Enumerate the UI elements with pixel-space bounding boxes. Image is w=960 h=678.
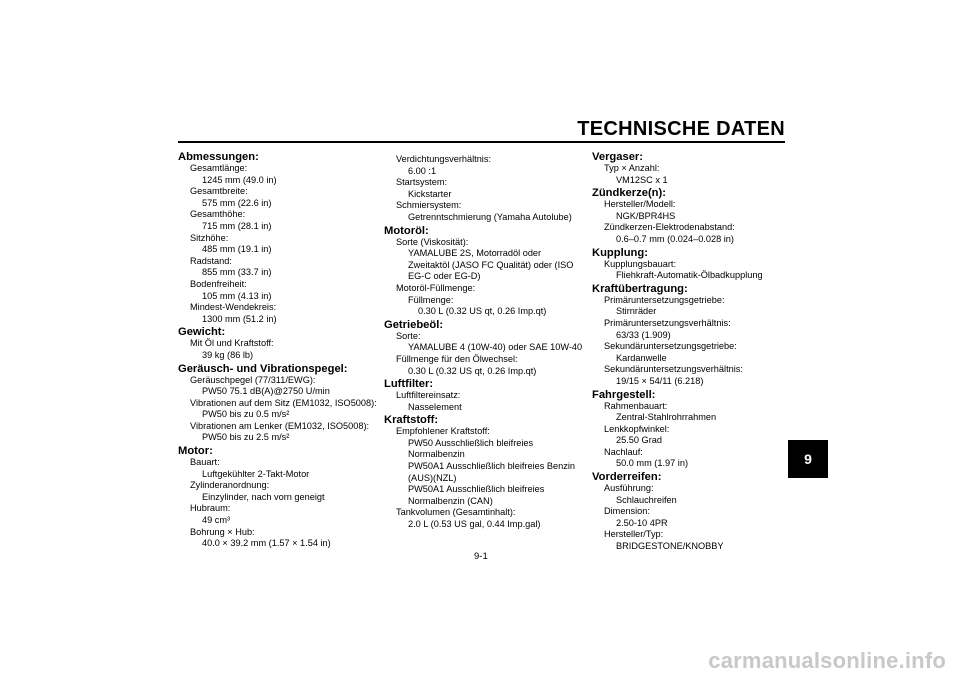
spec-item xyxy=(178,302,378,325)
spec-label: Motoröl-Füllmenge: xyxy=(396,282,476,293)
spec-value: VM12SC x 1 xyxy=(616,174,668,185)
spec-label: Gesamthöhe: xyxy=(190,209,246,220)
spec-value: Zentral-Stahlrohrrahmen xyxy=(616,412,717,423)
spec-value: EG-C oder EG-D) xyxy=(408,271,481,282)
section-heading: Getriebeöl: xyxy=(384,318,444,331)
spec-item xyxy=(178,480,378,503)
spec-label: Sorte (Viskosität): xyxy=(396,236,469,247)
spec-value: 1245 mm (49.0 in) xyxy=(202,174,277,185)
spec-label: Nachlauf: xyxy=(604,446,643,457)
spec-value: 19/15 × 54/11 (6.218) xyxy=(616,375,704,386)
spec-label: Rahmenbauart: xyxy=(604,400,668,411)
spec-value: YAMALUBE 4 (10W-40) oder SAE 10W-40 xyxy=(408,342,583,353)
spec-item xyxy=(384,426,584,507)
spec-value: Kardanwelle xyxy=(616,352,667,363)
spec-subvalue: 0.30 L (0.32 US qt, 0.26 Imp.qt) xyxy=(418,306,547,317)
spec-value: (AUS)(NZL) xyxy=(408,472,457,483)
spec-label: Sekundäruntersetzungsgetriebe: xyxy=(604,341,737,352)
spec-label: Sekundäruntersetzungsverhältnis: xyxy=(604,364,743,375)
spec-label: Gesamtlänge: xyxy=(190,163,248,173)
spec-value: PW50 bis zu 2.5 m/s² xyxy=(202,432,290,443)
spec-label: Lenkkopfwinkel: xyxy=(604,423,670,434)
spec-item xyxy=(178,338,378,361)
page-title: TECHNISCHE DATEN xyxy=(577,118,785,140)
spec-item xyxy=(384,331,584,354)
spec-item xyxy=(384,507,584,530)
spec-label: Tankvolumen (Gesamtinhalt): xyxy=(396,507,516,518)
spec-value: 49 cm³ xyxy=(202,515,231,526)
spec-item xyxy=(178,398,378,421)
spec-item xyxy=(178,233,378,256)
spec-item xyxy=(178,527,378,550)
spec-item xyxy=(178,163,378,186)
spec-item xyxy=(178,375,378,398)
spec-label: Verdichtungsverhältnis: xyxy=(396,154,491,164)
section-heading: Kraftübertragung: xyxy=(592,282,688,295)
spec-value: 50.0 mm (1.97 in) xyxy=(616,458,688,469)
spec-item xyxy=(178,503,378,526)
spec-item xyxy=(384,237,584,283)
spec-label: Gesamtbreite: xyxy=(190,186,248,197)
section-heading: Kupplung: xyxy=(592,246,648,259)
section-heading: Geräusch- und Vibrationspegel: xyxy=(178,362,348,375)
spec-value: 6.00 :1 xyxy=(408,165,437,176)
spec-value: Kickstarter xyxy=(408,188,452,199)
spec-value: Einzylinder, nach vorn geneigt xyxy=(202,491,325,502)
spec-value: YAMALUBE 2S, Motorradöl oder xyxy=(408,248,542,259)
spec-item xyxy=(592,447,787,470)
spec-value: 63/33 (1.909) xyxy=(616,329,671,340)
spec-value: NGK/BPR4HS xyxy=(616,210,676,221)
spec-item xyxy=(592,222,787,245)
spec-label: Bodenfreiheit: xyxy=(190,278,247,289)
spec-value: Schlauchreifen xyxy=(616,494,677,505)
spec-item xyxy=(384,390,584,413)
spec-value: 25.50 Grad xyxy=(616,435,662,446)
spec-item xyxy=(384,200,584,223)
spec-item xyxy=(592,364,787,387)
spec-value: Zweitaktöl (JASO FC Qualität) oder (ISO xyxy=(408,259,574,270)
spec-value: 2.50-10 4PR xyxy=(616,517,668,528)
spec-value: Normalbenzin (CAN) xyxy=(408,495,493,506)
spec-value: 39 kg (86 lb) xyxy=(202,349,254,360)
spec-value: 0.6–0.7 mm (0.024–0.028 in) xyxy=(616,233,734,244)
spec-item xyxy=(384,177,584,200)
spec-label: Mindest-Wendekreis: xyxy=(190,302,277,313)
spec-column-3 xyxy=(592,150,787,553)
section-heading: Luftfilter: xyxy=(384,378,434,391)
spec-item xyxy=(384,154,584,177)
spec-label: Bauart: xyxy=(190,457,220,468)
spec-value: 575 mm (22.6 in) xyxy=(202,197,272,208)
spec-value: Füllmenge: xyxy=(408,294,454,305)
spec-column-2 xyxy=(384,150,584,531)
title-rule xyxy=(178,141,785,143)
spec-label: Zylinderanordnung: xyxy=(190,480,270,491)
spec-label: Hersteller/Modell: xyxy=(604,199,676,210)
spec-item xyxy=(592,341,787,364)
spec-value: Nasselement xyxy=(408,401,462,412)
spec-value: 40.0 × 39.2 mm (1.57 × 1.54 in) xyxy=(202,538,331,549)
spec-label: Vibrationen auf dem Sitz (EM1032, ISO5008): xyxy=(190,397,377,408)
section-heading: Motor: xyxy=(178,445,213,458)
spec-value: 715 mm (28.1 in) xyxy=(202,220,272,231)
spec-label: Primäruntersetzungsgetriebe: xyxy=(604,294,725,305)
spec-label: Hubraum: xyxy=(190,503,231,514)
section-heading: Gewicht: xyxy=(178,326,226,339)
spec-item xyxy=(178,279,378,302)
spec-item xyxy=(592,259,787,282)
spec-value: Luftgekühlter 2-Takt-Motor xyxy=(202,468,310,479)
spec-value: PW50A1 Ausschließlich bleifreies xyxy=(408,484,545,495)
spec-value: 855 mm (33.7 in) xyxy=(202,267,272,278)
spec-item xyxy=(178,186,378,209)
spec-label: Typ × Anzahl: xyxy=(604,163,660,173)
section-heading: Vorderreifen: xyxy=(592,471,662,484)
spec-value: PW50 Ausschließlich bleifreies xyxy=(408,437,534,448)
spec-value: Getrenntschmierung (Yamaha Autolube) xyxy=(408,211,572,222)
page-number: 9-1 xyxy=(474,551,488,562)
spec-item xyxy=(592,506,787,529)
spec-column-1 xyxy=(178,150,378,550)
spec-label: Vibrationen am Lenker (EM1032, ISO5008): xyxy=(190,420,370,431)
spec-value: 2.0 L (0.53 US gal, 0.44 Imp.gal) xyxy=(408,519,541,530)
spec-item xyxy=(592,483,787,506)
spec-label: Bohrung × Hub: xyxy=(190,526,255,537)
spec-label: Luftfiltereinsatz: xyxy=(396,390,461,401)
spec-label: Mit Öl und Kraftstoff: xyxy=(190,338,274,349)
chapter-tab xyxy=(788,440,828,478)
spec-label: Dimension: xyxy=(604,506,650,517)
spec-value: Stirnräder xyxy=(616,306,657,317)
spec-value: PW50A1 Ausschließlich bleifreies Benzin xyxy=(408,461,575,472)
spec-label: Primäruntersetzungsverhältnis: xyxy=(604,317,731,328)
spec-item xyxy=(592,199,787,222)
spec-value: 1300 mm (51.2 in) xyxy=(202,313,277,324)
spec-value: PW50 bis zu 0.5 m/s² xyxy=(202,409,290,420)
section-heading: Kraftstoff: xyxy=(384,414,439,427)
spec-value: 0.30 L (0.32 US qt, 0.26 Imp.qt) xyxy=(408,365,537,376)
spec-value: PW50 75.1 dB(A)@2750 U/min xyxy=(202,386,330,397)
spec-item xyxy=(592,424,787,447)
section-heading: Vergaser: xyxy=(592,151,643,163)
spec-label: Radstand: xyxy=(190,255,232,266)
section-heading: Zündkerze(n): xyxy=(592,187,666,200)
spec-item xyxy=(592,318,787,341)
spec-value: 105 mm (4.13 in) xyxy=(202,290,272,301)
spec-label: Zündkerzen-Elektrodenabstand: xyxy=(604,222,735,233)
spec-item xyxy=(178,457,378,480)
section-heading: Fahrgestell: xyxy=(592,388,656,401)
spec-item xyxy=(592,295,787,318)
spec-label: Füllmenge für den Ölwechsel: xyxy=(396,353,518,364)
spec-item xyxy=(592,529,787,552)
spec-value: Fliehkraft-Automatik-Ölbadkupplung xyxy=(616,270,763,281)
spec-label: Empfohlener Kraftstoff: xyxy=(396,426,490,437)
spec-label: Kupplungsbauart: xyxy=(604,258,677,269)
spec-label: Sorte: xyxy=(396,330,421,341)
spec-label: Hersteller/Typ: xyxy=(604,529,664,540)
spec-item xyxy=(178,209,378,232)
spec-item xyxy=(592,401,787,424)
spec-value: 485 mm (19.1 in) xyxy=(202,244,272,255)
spec-item xyxy=(384,354,584,377)
spec-label: Startsystem: xyxy=(396,177,448,188)
section-heading: Motoröl: xyxy=(384,224,429,237)
spec-value: Normalbenzin xyxy=(408,449,465,460)
spec-label: Geräuschpegel (77/311/EWG): xyxy=(190,374,316,385)
spec-item xyxy=(384,283,584,318)
spec-label: Schmiersystem: xyxy=(396,200,462,211)
spec-item xyxy=(178,256,378,279)
spec-item xyxy=(592,163,787,186)
spec-label: Ausführung: xyxy=(604,483,654,494)
spec-value: BRIDGESTONE/KNOBBY xyxy=(616,541,724,552)
chapter-tab-number: 9 xyxy=(804,451,812,467)
spec-label: Sitzhöhe: xyxy=(190,232,229,243)
section-heading: Abmessungen: xyxy=(178,151,259,163)
watermark: carmanualsonline.info xyxy=(708,648,946,673)
spec-item xyxy=(178,421,378,444)
